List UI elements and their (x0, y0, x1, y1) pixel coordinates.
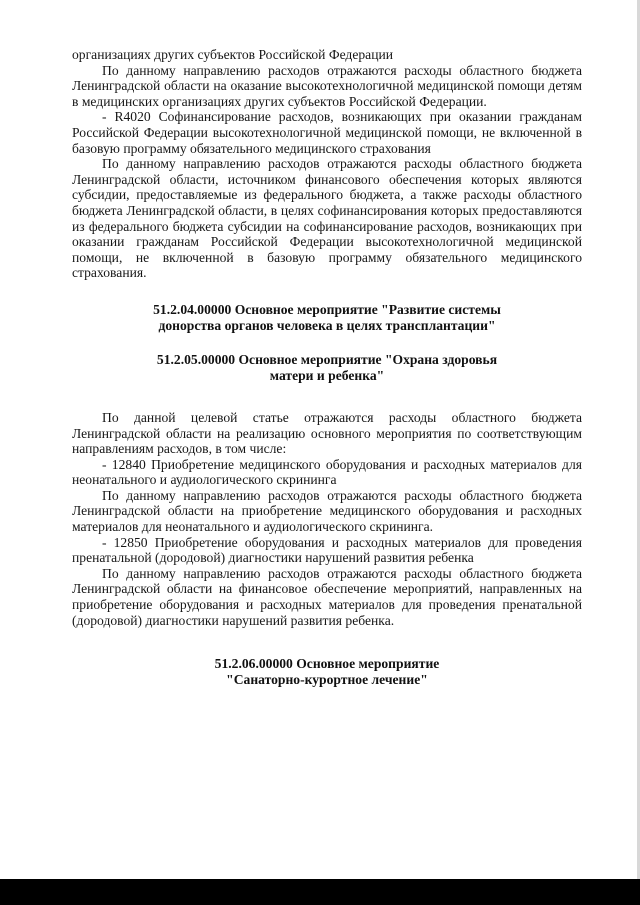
section-heading-51-2-06 (72, 656, 582, 688)
spacer (72, 384, 582, 410)
heading-line: 51.2.06.00000 Основное мероприятие (214, 656, 440, 672)
paragraph: По данной целевой статье отражаются расходы областного бюджета Ленинградской области на реализацию основного мероприятия по соответствующим направлениям расходов, в том числе: (72, 409, 582, 457)
paragraph: По данному направлению расходов отражаются расходы областного бюджета Ленинградской области на приобретение медицинского оборудования и расходных материалов для неонатального и аудиологического скрининга. (72, 487, 582, 535)
heading-line: "Санаторно-курортное лечение" (226, 672, 428, 688)
scan-bottom-bar (0, 879, 640, 905)
list-item-12840: - 12840 Приобретение медицинского оборудования и расходных материалов для неонатального и аудиологического скрининга (72, 456, 582, 488)
section-heading-51-2-04 (72, 302, 582, 334)
continuation-line: организациях других субъектов Российской Федерации (72, 47, 394, 62)
heading-line: 51.2.05.00000 Основное мероприятие "Охрана здоровья (156, 351, 498, 367)
spacer (72, 281, 582, 302)
paragraph: По данному направлению расходов отражаются расходы областного бюджета Ленинградской области на финансовое обеспечение мероприятий, направленных на приобретение оборудования и расходных материалов для проведения пренатальной (дородовой) диагностики нарушений развития ребенка. (72, 565, 582, 628)
heading-line: матери и ребенка" (269, 367, 385, 383)
heading-line: донорства органов человека в целях трансплантации" (158, 317, 496, 333)
list-item-r4020: - R4020 Софинансирование расходов, возникающих при оказании гражданам Российской Федерации высокотехнологичной медицинской помощи, не включенной в базовую программу обязательного медицинского страхования (72, 109, 582, 156)
section-heading-51-2-05 (72, 352, 582, 384)
paragraph: По данному направлению расходов отражаются расходы областного бюджета Ленинградской области на оказание высокотехнологичной медицинской помощи детям в медицинских организациях других субъектов Российской Федерации. (72, 62, 582, 109)
page-content (72, 47, 582, 688)
spacer (72, 628, 582, 656)
list-item-12850: - 12850 Приобретение оборудования и расходных материалов для проведения пренатальной (дородовой) диагностики нарушений развития ребенка (72, 534, 582, 566)
spacer (72, 334, 582, 352)
heading-line: 51.2.04.00000 Основное мероприятие "Развитие системы (153, 301, 501, 317)
paragraph: По данному направлению расходов отражаются расходы областного бюджета Ленинградской области, источником финансового обеспечения которых являются субсидии, предоставляемые из федерального бюджета, а также расходы областного бюджета Ленинградской области, в целях софинансирования которых предоставляются из федерального бюджета субсидии на софинансирование расходов, возникающих при оказании гражданам Российской Федерации высокотехнологичной медицинской помощи, не включенной в базовую программу обязательного медицинского страхования. (72, 156, 582, 281)
